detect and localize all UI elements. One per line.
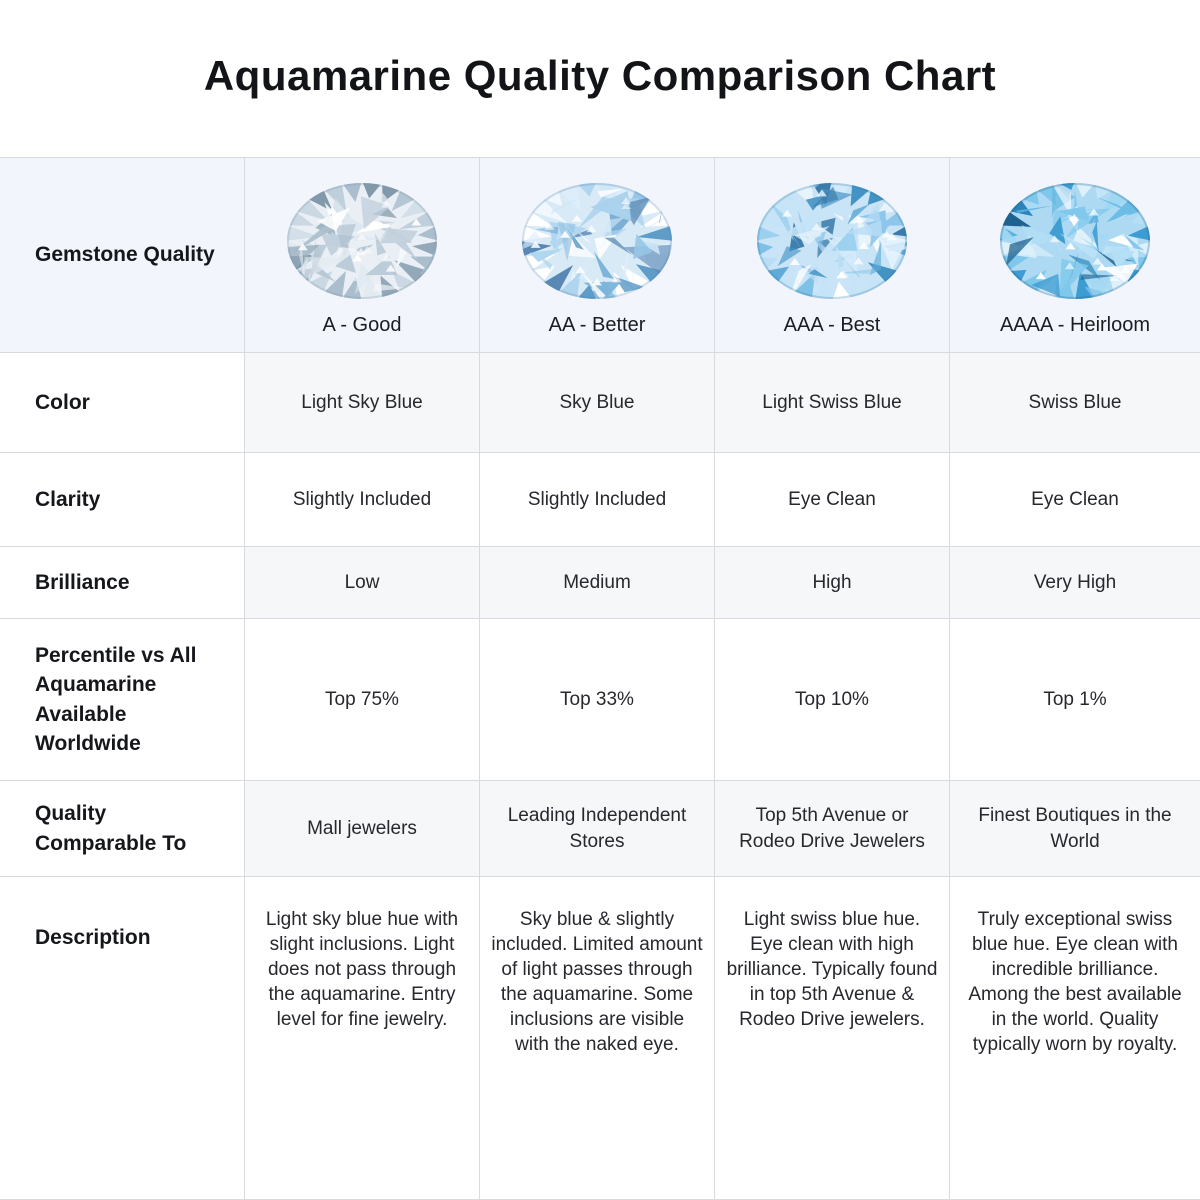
aquamarine-gem-icon [519,180,675,302]
color-value-a: Light Sky Blue [245,353,480,453]
row-label-gemstone-quality: Gemstone Quality [0,158,245,353]
brilliance-value-aaa: High [715,547,950,619]
comparable-value-a: Mall jewelers [245,781,480,877]
aquamarine-gem-icon [997,180,1153,302]
row-label-clarity: Clarity [0,453,245,547]
grade-label: AA - Better [548,313,646,336]
description-value-aaa: Light swiss blue hue. Eye clean with high brilliance. Typically found in top 5th Avenue & Rodeo Drive jewelers. [715,877,950,1200]
row-label-brilliance: Brilliance [0,547,245,619]
comparable-value-aa: Leading Independent Stores [480,781,715,877]
clarity-value-a: Slightly Included [245,453,480,547]
percentile-value-aa: Top 33% [480,619,715,781]
comparable-value-aaa: Top 5th Avenue or Rodeo Drive Jewelers [715,781,950,877]
clarity-value-aaaa: Eye Clean [950,453,1200,547]
comparison-table [0,157,1200,1200]
color-value-aa: Sky Blue [480,353,715,453]
grade-header-aaa [715,158,950,353]
brilliance-value-aa: Medium [480,547,715,619]
grade-label: AAA - Best [783,313,881,336]
percentile-value-a: Top 75% [245,619,480,781]
aquamarine-gem-icon [284,180,440,302]
page-title: Aquamarine Quality Comparison Chart [203,52,997,99]
brilliance-value-a: Low [245,547,480,619]
color-value-aaaa: Swiss Blue [950,353,1200,453]
percentile-value-aaa: Top 10% [715,619,950,781]
percentile-value-aaaa: Top 1% [950,619,1200,781]
grade-header-aaaa [950,158,1200,353]
clarity-value-aaa: Eye Clean [715,453,950,547]
clarity-value-aa: Slightly Included [480,453,715,547]
grade-label: AAAA - Heirloom [999,313,1151,336]
row-label-description: Description [0,877,245,1200]
description-value-aaaa: Truly exceptional swiss blue hue. Eye clean with incredible brilliance. Among the best available in the world. Quality typically worn by royalty. [950,877,1200,1200]
color-value-aaa: Light Swiss Blue [715,353,950,453]
row-label-percentile: Percentile vs All Aquamarine Available Worldwide [0,619,245,781]
grade-header-aa [480,158,715,353]
grade-header-a [245,158,480,353]
description-value-aa: Sky blue & slightly included. Limited amount of light passes through the aquamarine. Some inclusions are visible with the naked eye. [480,877,715,1200]
description-value-a: Light sky blue hue with slight inclusions. Light does not pass through the aquamarine. Entry level for fine jewelry. [245,877,480,1200]
row-label-color: Color [0,353,245,453]
brilliance-value-aaaa: Very High [950,547,1200,619]
grade-label: A - Good [322,313,402,336]
comparable-value-aaaa: Finest Boutiques in the World [950,781,1200,877]
row-label-comparable: Quality Comparable To [0,781,245,877]
aquamarine-gem-icon [754,180,910,302]
